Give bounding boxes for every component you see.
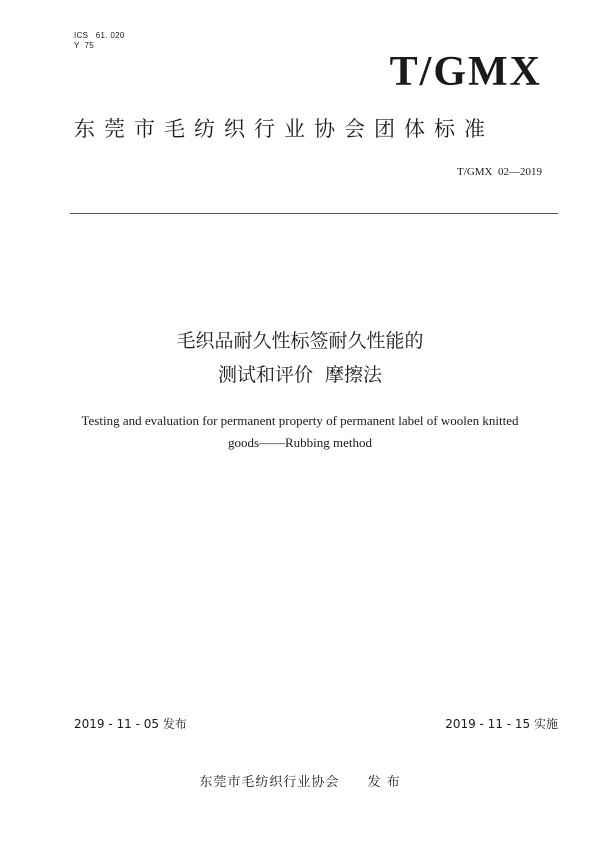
classification-block xyxy=(74,31,125,51)
standard-type-heading: 东莞市毛纺织行业协会团体标准 xyxy=(74,117,494,141)
issue-date: 2019 - 11 - 05 发布 xyxy=(74,717,187,731)
title-en-line2: goods——Rubbing method xyxy=(227,435,373,450)
ics-code: ICS 61. 020 xyxy=(74,31,125,40)
title-en-line1: Testing and evaluation for permanent property of permanent label of woolen knitted xyxy=(81,413,519,428)
header-divider xyxy=(70,213,558,214)
standard-logo: T/GMX xyxy=(389,49,542,95)
title-cn-line1: 毛织品耐久性标签耐久性能的 xyxy=(176,330,424,352)
title-cn-line2: 测试和评价 摩擦法 xyxy=(217,364,383,386)
publisher-line xyxy=(0,774,600,792)
publisher-action: 发 布 xyxy=(367,775,401,790)
standard-code: T/GMX 02—2019 xyxy=(457,166,542,178)
implementation-date: 2019 - 11 - 15 实施 xyxy=(445,717,558,731)
ccs-code: Y 75 xyxy=(74,41,95,50)
publisher-name: 东莞市毛纺织行业协会 xyxy=(199,775,340,790)
